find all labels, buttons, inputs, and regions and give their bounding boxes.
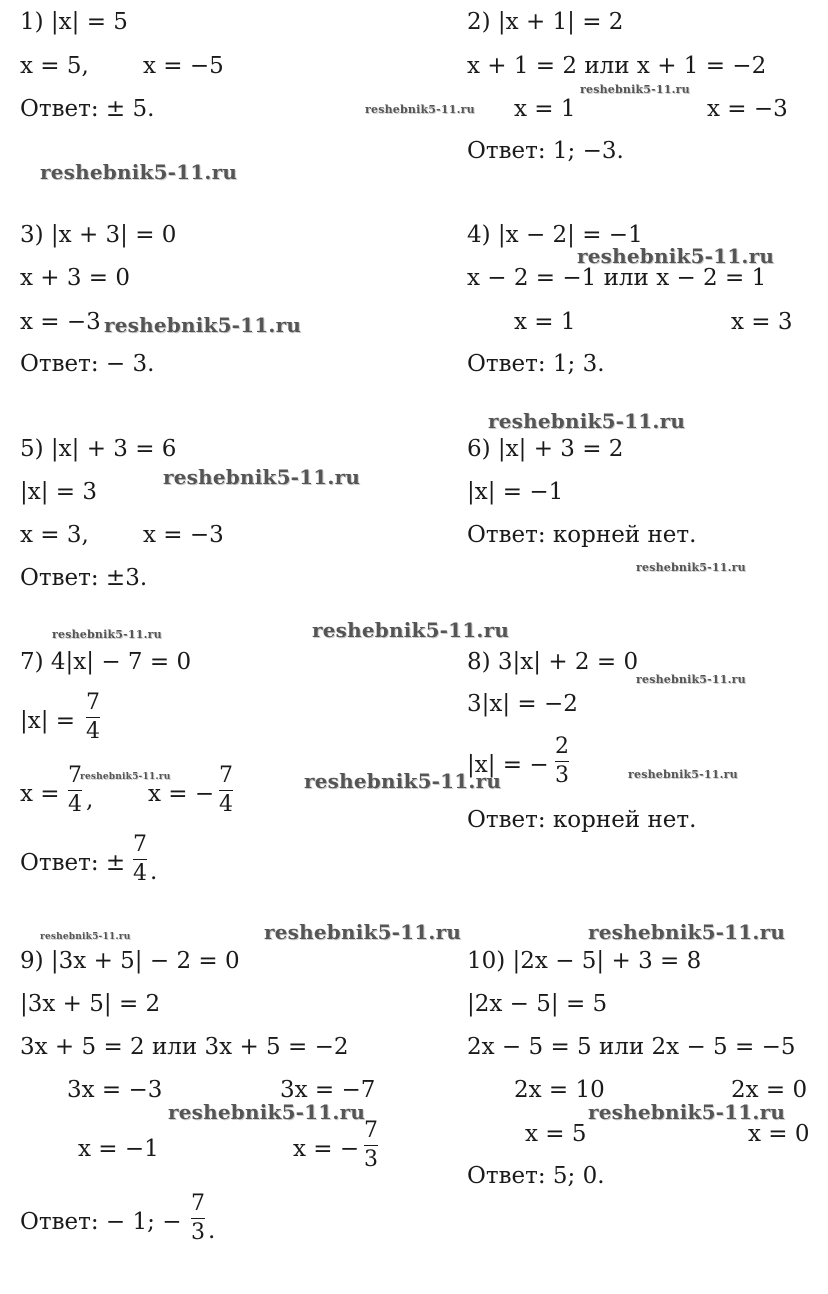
p10-line4b: x = 0 (748, 1121, 810, 1147)
p9-line2: 3x + 5 = 2 или 3x + 5 = −2 (20, 1034, 349, 1060)
p3-line1: x + 3 = 0 (20, 265, 131, 291)
p7-answer-suffix: . (150, 859, 158, 885)
p10-line3b: 2x = 0 (731, 1077, 808, 1103)
p7-fraction-1 (86, 690, 100, 745)
p7-fraction-4 (133, 832, 147, 887)
p7-fraction-2-den: 4 (68, 792, 82, 817)
p1-line1: x = 5, (20, 53, 89, 79)
p9-answer-prefix: Ответ: − 1; − (20, 1209, 182, 1235)
p7-line2-prefix: x = (20, 781, 60, 807)
p8-line2-prefix: |x| = − (467, 752, 549, 778)
p9-line4b-prefix: x = − (293, 1136, 360, 1162)
p7-fraction-3-num: 7 (219, 763, 233, 788)
p8-answer: Ответ: корней нет. (467, 807, 697, 833)
watermark: reshebnik5-11.ru (80, 772, 171, 782)
p7-fraction-2-num: 7 (68, 763, 82, 788)
watermark: reshebnik5-11.ru (52, 628, 162, 641)
watermark: reshebnik5-11.ru (588, 1100, 786, 1124)
p7-fraction-1-den: 4 (86, 719, 100, 744)
watermark: reshebnik5-11.ru (168, 1100, 366, 1124)
p3-title: 3) |x + 3| = 0 (20, 222, 177, 248)
p9-fraction-2-num: 7 (191, 1191, 205, 1216)
p3-line2: x = −3 (20, 309, 101, 335)
p6-answer: Ответ: корней нет. (467, 522, 697, 548)
p7-fraction-3-den: 4 (219, 792, 233, 817)
p10-line2: 2x − 5 = 5 или 2x − 5 = −5 (467, 1034, 796, 1060)
p9-title: 9) |3x + 5| − 2 = 0 (20, 948, 240, 974)
fraction-bar (133, 859, 147, 860)
p5-answer: Ответ: ±3. (20, 565, 148, 591)
p7-line2-comma: , (86, 787, 94, 813)
fraction-bar (219, 790, 233, 791)
p7-line1-prefix: |x| = (20, 708, 76, 734)
p6-line1: |x| = −1 (467, 479, 564, 505)
p4-line1: x − 2 = −1 или x − 2 = 1 (467, 265, 767, 291)
p8-fraction-den: 3 (555, 763, 569, 788)
p7-fraction-4-den: 4 (133, 861, 147, 886)
watermark: reshebnik5-11.ru (104, 313, 302, 337)
p10-line1: |2x − 5| = 5 (467, 991, 608, 1017)
p9-line3b: 3x = −7 (280, 1077, 376, 1103)
watermark: reshebnik5-11.ru (304, 769, 502, 793)
watermark: reshebnik5-11.ru (628, 768, 738, 781)
fraction-bar (555, 761, 569, 762)
p9-fraction-2-den: 3 (191, 1220, 205, 1245)
p4-line3: x = 3 (731, 309, 793, 335)
p4-answer: Ответ: 1; 3. (467, 351, 605, 377)
watermark: reshebnik5-11.ru (40, 932, 131, 942)
p3-answer: Ответ: − 3. (20, 351, 155, 377)
p5-title: 5) |x| + 3 = 6 (20, 436, 177, 462)
fraction-bar (68, 790, 82, 791)
watermark: reshebnik5-11.ru (577, 244, 775, 268)
fraction-bar (364, 1145, 378, 1146)
p9-answer-suffix: . (208, 1218, 216, 1244)
p9-line1: |3x + 5| = 2 (20, 991, 161, 1017)
fraction-bar (86, 717, 100, 718)
watermark: reshebnik5-11.ru (264, 920, 462, 944)
p5-line3: x = −3 (143, 522, 224, 548)
watermark: reshebnik5-11.ru (163, 465, 361, 489)
p2-title: 2) |x + 1| = 2 (467, 9, 624, 35)
p7-line2b-prefix: x = − (148, 781, 215, 807)
p2-line1: x + 1 = 2 или x + 1 = −2 (467, 53, 767, 79)
p4-line2: x = 1 (514, 309, 576, 335)
p10-title: 10) |2x − 5| + 3 = 8 (467, 948, 702, 974)
p2-line2: x = 1 (514, 96, 576, 122)
p9-line3a: 3x = −3 (67, 1077, 163, 1103)
watermark: reshebnik5-11.ru (580, 83, 690, 96)
p1-line2: x = −5 (143, 53, 224, 79)
p6-title: 6) |x| + 3 = 2 (467, 436, 624, 462)
p1-title: 1) |x| = 5 (20, 9, 128, 35)
p8-title: 8) 3|x| + 2 = 0 (467, 649, 639, 675)
p10-line3a: 2x = 10 (514, 1077, 605, 1103)
p8-fraction-num: 2 (555, 734, 569, 759)
p7-title: 7) 4|x| − 7 = 0 (20, 649, 192, 675)
watermark: reshebnik5-11.ru (365, 103, 475, 116)
watermark: reshebnik5-11.ru (40, 160, 238, 184)
p4-title: 4) |x − 2| = −1 (467, 222, 643, 248)
watermark: reshebnik5-11.ru (588, 920, 786, 944)
p2-line3: x = −3 (707, 96, 788, 122)
p9-fraction-2 (191, 1191, 205, 1246)
p7-fraction-3 (219, 763, 233, 818)
p8-line1: 3|x| = −2 (467, 691, 578, 717)
p7-fraction-4-num: 7 (133, 832, 147, 857)
p9-line4a: x = −1 (78, 1136, 159, 1162)
p9-fraction-1-den: 3 (364, 1147, 378, 1172)
p10-answer: Ответ: 5; 0. (467, 1163, 605, 1189)
p9-fraction-1 (364, 1118, 378, 1173)
p8-fraction (555, 734, 569, 789)
watermark: reshebnik5-11.ru (312, 618, 510, 642)
p7-answer-prefix: Ответ: ± (20, 850, 126, 876)
fraction-bar (191, 1218, 205, 1219)
p5-line2: x = 3, (20, 522, 89, 548)
watermark: reshebnik5-11.ru (488, 409, 686, 433)
p1-answer: Ответ: ± 5. (20, 96, 155, 122)
p2-answer: Ответ: 1; −3. (467, 138, 624, 164)
p5-line1: |x| = 3 (20, 479, 97, 505)
watermark: reshebnik5-11.ru (636, 561, 746, 574)
p7-fraction-1-num: 7 (86, 690, 100, 715)
watermark: reshebnik5-11.ru (636, 673, 746, 686)
p9-fraction-1-num: 7 (364, 1118, 378, 1143)
p10-line4a: x = 5 (525, 1121, 587, 1147)
